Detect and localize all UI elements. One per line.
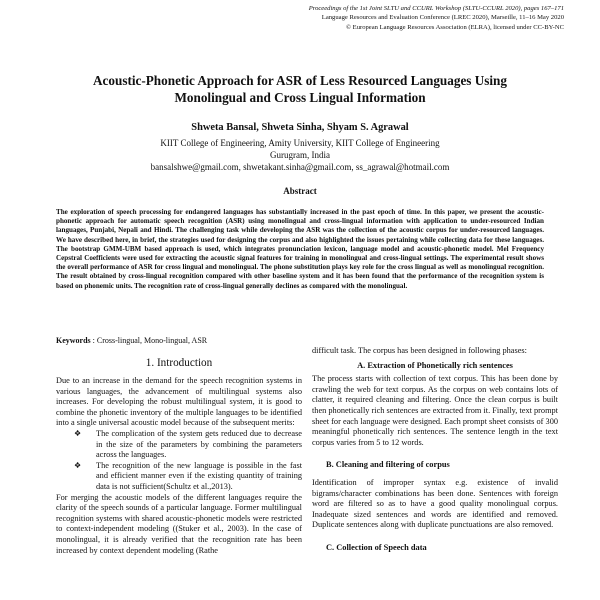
bullet-item xyxy=(74,461,302,493)
proceedings-line: Language Resources and Evaluation Conference (LREC 2020), Marseille, 11–16 May 2020 xyxy=(321,14,564,22)
subsection-heading-c: C. Collection of Speech data xyxy=(326,542,427,552)
proceedings-line: Proceedings of the 1st Joint SLTU and CCURL Workshop (SLTU-CCURL 2020), pages 167–171 xyxy=(308,5,564,12)
author-emails: bansalshwe@gmail.com, shwetakant.sinha@gmail.com, ss_agrawal@hotmail.com xyxy=(150,162,450,172)
intro-paragraph: Due to an increase in the demand for the speech recognition systems in various languages, the advancement of multilingual systems also increases. For developing the robust multilingual system, it is good to combine the phonetic inventory of the multiple languages to be identified into a single universal acoustic model because of the subsequent merits: xyxy=(56,376,302,428)
author-affiliation: KIIT College of Engineering, Amity University, KIIT College of Engineering xyxy=(160,138,440,148)
keywords-value: : Cross-lingual, Mono-lingual, ASR xyxy=(90,336,208,345)
bullet-text: The recognition of the new language is possible in the fast and efficient manner even if the existing quantity of training data is not sufficient(Schultz et al.,2013). xyxy=(96,460,302,491)
title-line: Monolingual and Cross Lingual Information xyxy=(174,90,426,105)
abstract-heading: Abstract xyxy=(283,186,317,196)
paper-title xyxy=(40,72,560,106)
title-line: Acoustic-Phonetic Approach for ASR of Less Resourced Languages Using xyxy=(93,73,507,88)
intro-paragraph-2: For merging the acoustic models of the different languages require the clarity of the speech sounds of a particular language. Former multilingual recognition systems with shared acoustic-phonetic models were restricted to context-independent modeling ((Stuker et al., 2003). In the case of monolingual, it is already verified that the recognition rate has been increased by context dependent modeling (Rathe xyxy=(56,492,302,555)
bullet-text: The complication of the system gets reduced due to decrease in the size of the parameters by combining the parameters across the languages. xyxy=(96,428,302,460)
subsection-a-paragraph: The process starts with collection of text corpus. This has been done by crawling the web for text corpus. As the corpus on web contains lots of clatter, it required cleaning and filtering. Once the clean corpus is built then phonetically rich sentences are extracted from it. Finally, text prompt sheet for each language were designed. Each prompt sheet consists of 300 meaningful phonetically rich sentences. The sentence length in the text corpus varies from 5 to 12 words. xyxy=(312,374,558,447)
abstract-text: The exploration of speech processing for endangered languages has substantially increased in the past epoch of time. In this paper, we present the acoustic-phonetic approach for automatic speech recognition (ASR) using monolingual and cross-lingual information with application to under-resourced Indian languages, Punjabi, Nepali and Hindi. The challenging task while developing the ASR was the collection of the acoustic corpus for under-resourced languages. We have described here, in brief, the strategies used for designing the corpus and also highlighted the issues pertaining while collecting data for these languages. The bootstrap GMM-UBM based approach is used, which integrates pronunciation lexicon, language model and acoustic-phonetic model. Mel Frequency Cepstral Coefficients were used for extracting the acoustic signal features for training in monolingual and cross-lingual settings. The experimental result shows the overall performance of ASR for cross lingual and monolingual. The phone substitution plays key role for the cross lingual as well as monolingual recognition. The result obtained by cross-lingual recognition compared with other baseline system and it has been found that the performance of the recognition system is based on phonemic units. The recognition rate of cross-lingual generally declines as compared with the monolingual. xyxy=(56,208,544,290)
bullet-diamond-icon: ❖ xyxy=(74,428,82,438)
proceedings-header xyxy=(204,4,564,32)
bullet-item xyxy=(74,429,302,461)
author-location: Gurugram, India xyxy=(270,150,330,160)
author-block xyxy=(40,122,560,173)
continued-text: difficult task. The corpus has been designed in following phases: xyxy=(312,346,527,355)
subsection-b-paragraph: Identification of improper syntax e.g. existence of invalid bigrams/character combinations has been done. Sentences with foreign word are filtered so as to have a good quality monolingual corpus. Inadequate sized sentences and words are identified and removed. Duplicate sentences along with duplicate punctuations are also removed. xyxy=(312,477,558,530)
section-heading-introduction: 1. Introduction xyxy=(145,357,213,369)
keywords-label: Keywords xyxy=(56,336,91,345)
author-names: Shweta Bansal, Shweta Sinha, Shyam S. Agrawal xyxy=(191,122,409,133)
proceedings-line: © European Language Resources Association (ELRA), licensed under CC-BY-NC xyxy=(346,23,564,31)
keywords-line xyxy=(56,336,207,345)
bullet-diamond-icon: ❖ xyxy=(74,460,82,470)
subsection-heading-a: A. Extraction of Phonetically rich sentences xyxy=(357,360,513,370)
right-column xyxy=(312,346,558,557)
subsection-heading-b: B. Cleaning and filtering of corpus xyxy=(326,460,450,470)
left-column xyxy=(56,348,302,556)
